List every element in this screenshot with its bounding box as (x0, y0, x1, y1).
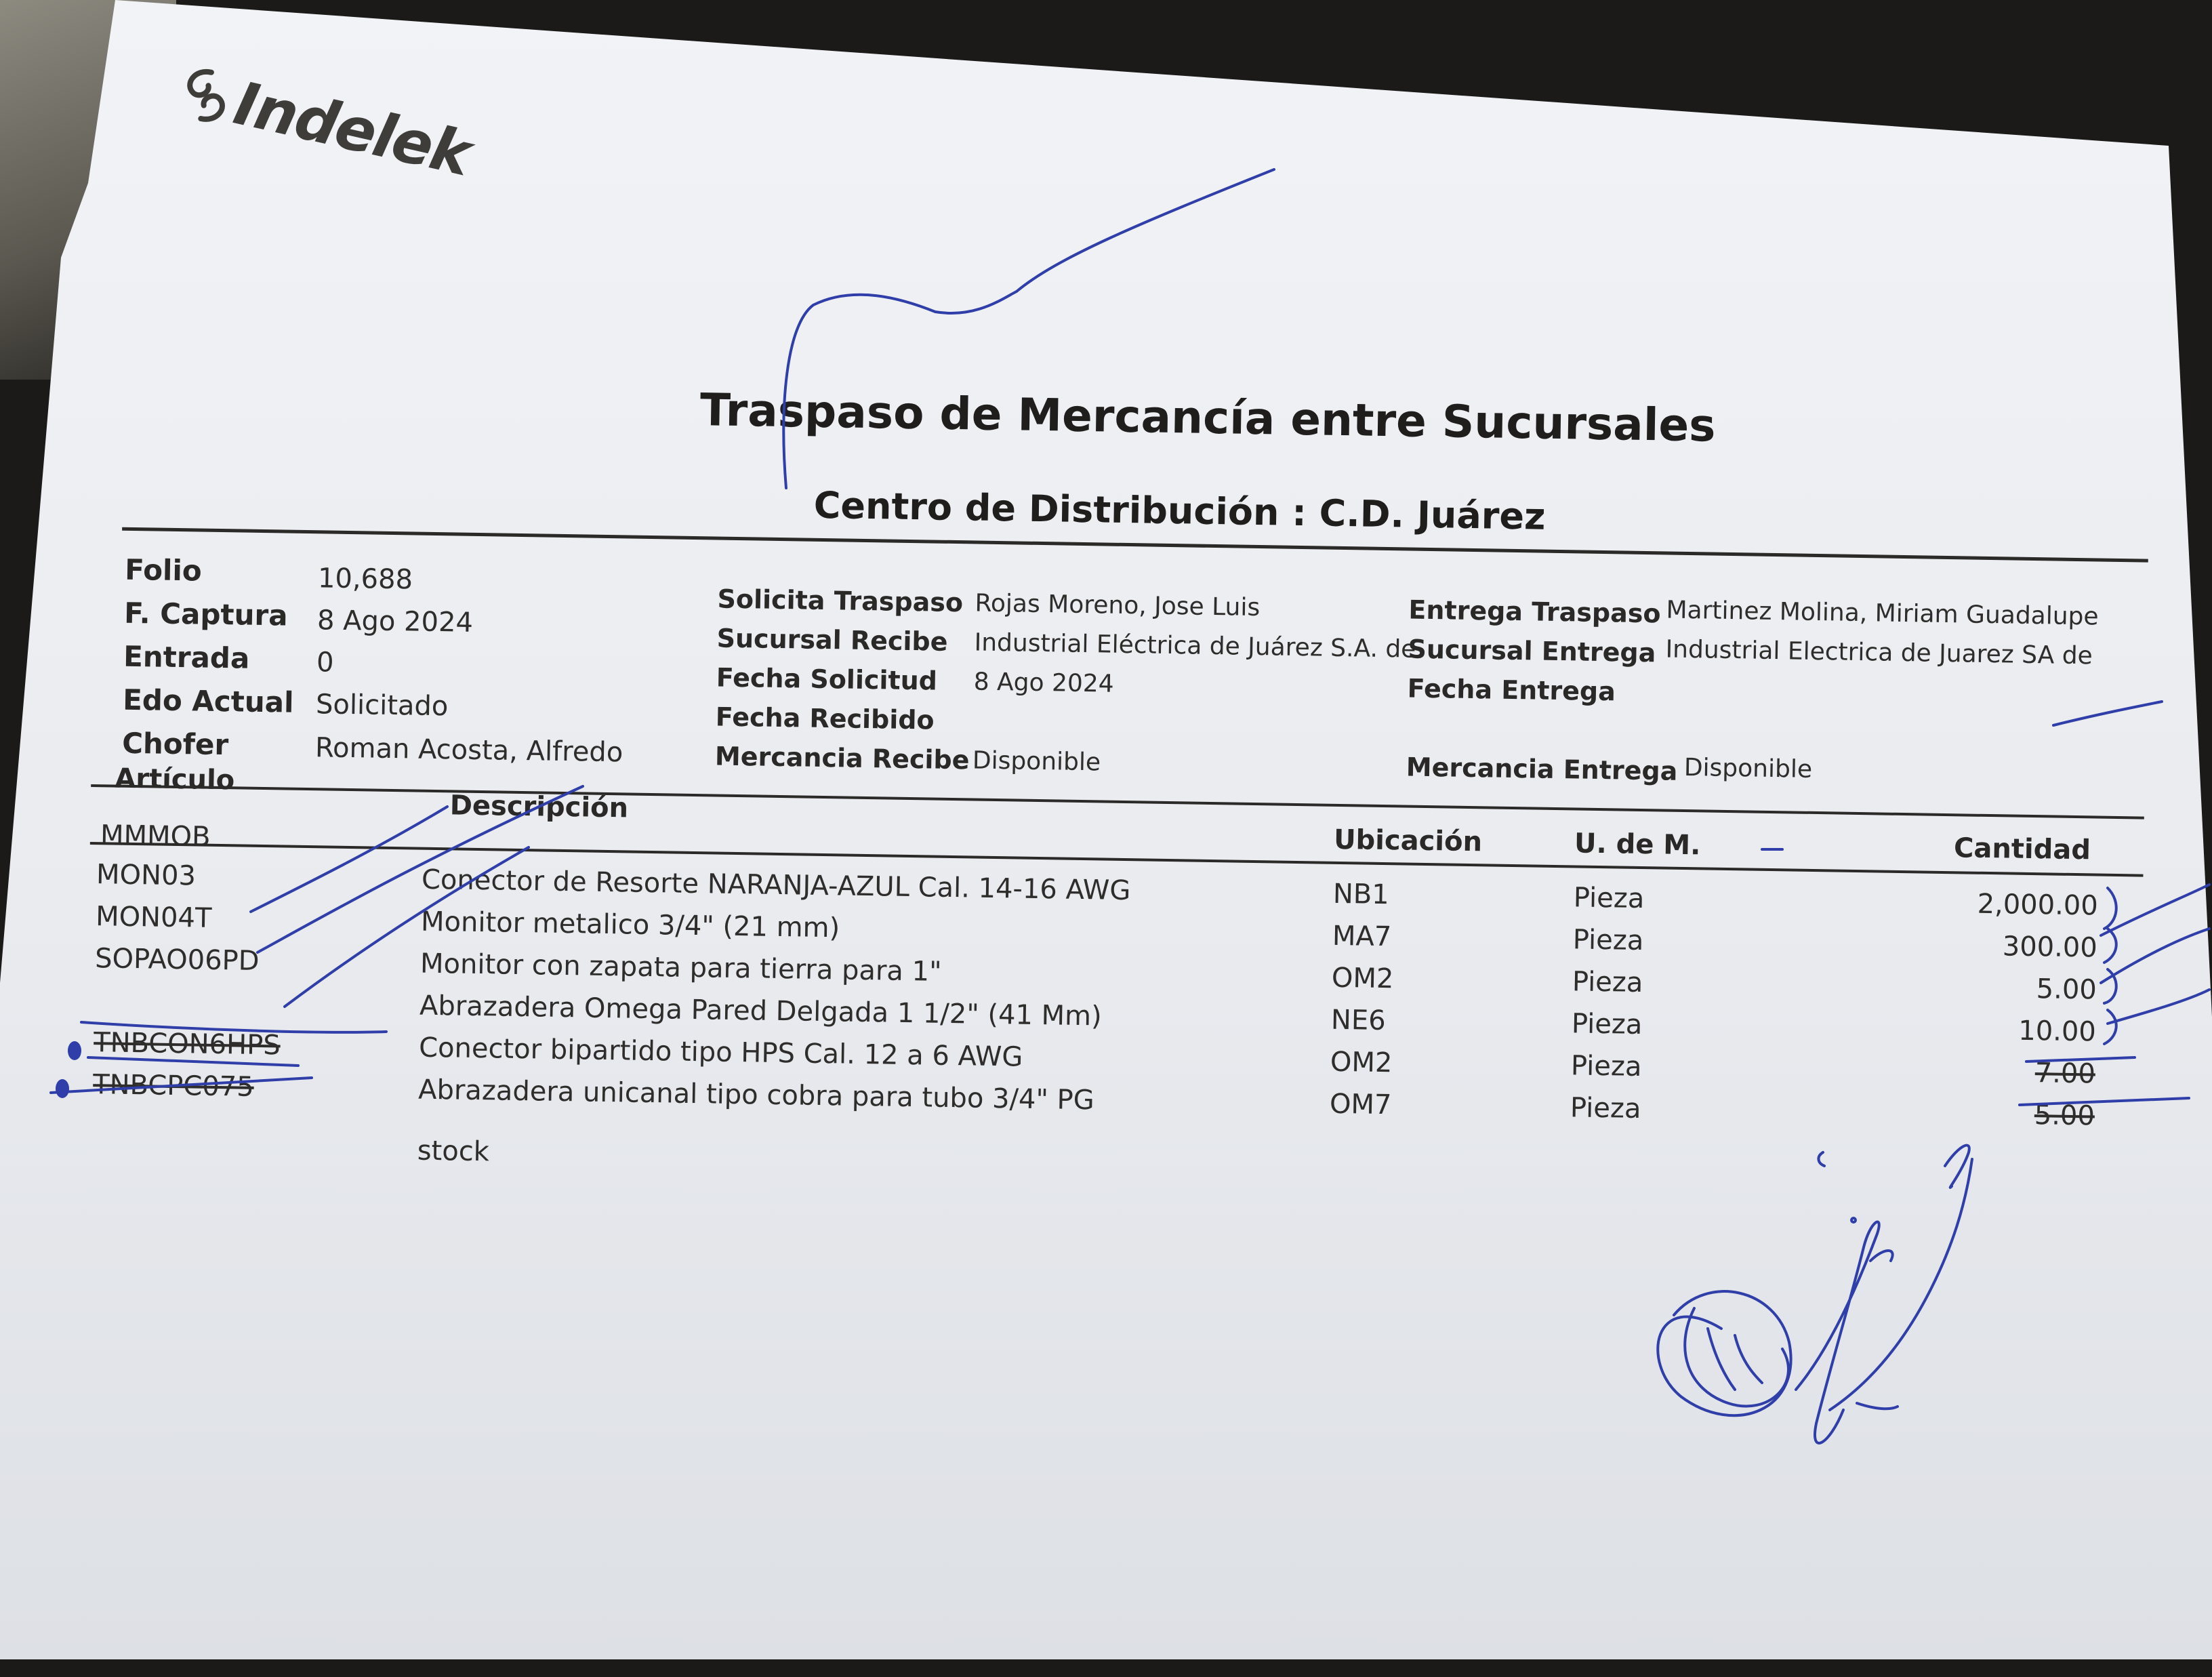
cell-um: Pieza (1573, 882, 1645, 915)
field-value: Martinez Molina, Miriam Guadalupe (1666, 596, 2099, 631)
cell-um: Pieza (1572, 924, 1644, 957)
field-label: Solicita Traspaso (717, 584, 964, 618)
cell-ubicacion: OM2 (1331, 962, 1394, 995)
field-label: Mercancia Recibe (714, 741, 970, 775)
cell-cantidad: 2,000.00 (1977, 888, 2099, 922)
field-label: Sucursal Entrega (1408, 634, 1656, 668)
cell-ubicacion: MA7 (1332, 920, 1392, 953)
field-value: Rojas Moreno, Jose Luis (975, 589, 1261, 622)
field-value: 8 Ago 2024 (316, 605, 474, 639)
field-label: Sucursal Recibe (716, 623, 948, 657)
field-label: Entrada (123, 639, 250, 675)
cell-ubicacion: NB1 (1332, 878, 1390, 911)
column-header-ubicacion: Ubicación (1333, 824, 1483, 858)
cell-um: Pieza (1572, 966, 1643, 999)
company-logo (169, 54, 476, 189)
cell-um: Pieza (1571, 1008, 1643, 1041)
cell-cantidad: 5.00 (2036, 973, 2097, 1006)
cell-cantidad: 5.00 (2034, 1099, 2095, 1132)
cell-cantidad: 7.00 (2034, 1057, 2096, 1090)
field-value: Industrial Electrica de Juarez SA de (1665, 635, 2093, 670)
field-value: 0 (316, 647, 334, 679)
logo-text: Indelek (228, 68, 477, 190)
header-extra-code: MMMOB (100, 820, 211, 853)
document-subtitle: Centro de Distribución : C.D. Juárez (813, 483, 1547, 538)
cell-um: Pieza (1570, 1092, 1641, 1125)
field-value: 8 Ago 2024 (973, 668, 1114, 698)
field-label: Fecha Entrega (1407, 673, 1616, 707)
cell-articulo: TNBCON6HPS (93, 1027, 281, 1062)
column-header-um: U. de M. (1574, 828, 1701, 862)
cell-descripcion: Conector de Resorte NARANJA-AZUL Cal. 14-16 AWG (421, 864, 1131, 907)
field-value: Roman Acosta, Alfredo (314, 732, 623, 769)
field-label: Edo Actual (122, 683, 294, 719)
cell-articulo: SOPAO06PD (94, 943, 260, 977)
cell-descripcion: Abrazadera Omega Pared Delgada 1 1/2" (41 Mm) (419, 990, 1103, 1032)
cell-descripcion: Monitor metalico 3/4" (21 mm) (420, 906, 840, 944)
field-value: Disponible (1683, 753, 1813, 784)
cell-descripcion: Monitor con zapata para tierra para 1" (419, 948, 942, 988)
field-label: Folio (124, 552, 203, 588)
header-rule (122, 527, 2148, 563)
field-value: 10,688 (317, 563, 413, 596)
field-label: F. Captura (123, 596, 288, 632)
field-label: Chofer (121, 726, 229, 762)
column-header-cantidad: Cantidad (1953, 832, 2091, 866)
cell-ubicacion: OM7 (1329, 1088, 1392, 1121)
cell-ubicacion: NE6 (1330, 1004, 1386, 1037)
cell-articulo: TNBCPC075 (92, 1069, 255, 1103)
field-value: Industrial Eléctrica de Juárez S.A. de (974, 628, 1416, 664)
field-label: Fecha Solicitud (716, 662, 938, 696)
field-value: Disponible (972, 746, 1101, 777)
cell-cantidad: 300.00 (2002, 931, 2098, 964)
cell-articulo: MON04T (95, 901, 212, 934)
column-header-articulo: Artículo (114, 763, 235, 796)
note-text: stock (417, 1135, 490, 1168)
field-value: Solicitado (315, 689, 449, 723)
document-title: Traspaso de Mercancía entre Sucursales (699, 384, 1717, 452)
field-label: Mercancia Entrega (1406, 752, 1678, 786)
column-header-descripcion: Descripción (449, 790, 629, 824)
cell-descripcion: Conector bipartido tipo HPS Cal. 12 a 6 AWG (418, 1032, 1023, 1073)
field-label: Entrega Traspaso (1408, 594, 1661, 629)
cell-articulo: MON03 (96, 859, 197, 892)
field-label: Fecha Recibido (715, 702, 935, 735)
cell-descripcion: Abrazadera unicanal tipo cobra para tubo 3/4" PG (417, 1074, 1095, 1116)
table-top-rule (91, 784, 2144, 820)
cell-um: Pieza (1570, 1050, 1642, 1083)
cell-ubicacion: OM2 (1330, 1046, 1393, 1079)
cell-cantidad: 10.00 (2018, 1015, 2097, 1048)
